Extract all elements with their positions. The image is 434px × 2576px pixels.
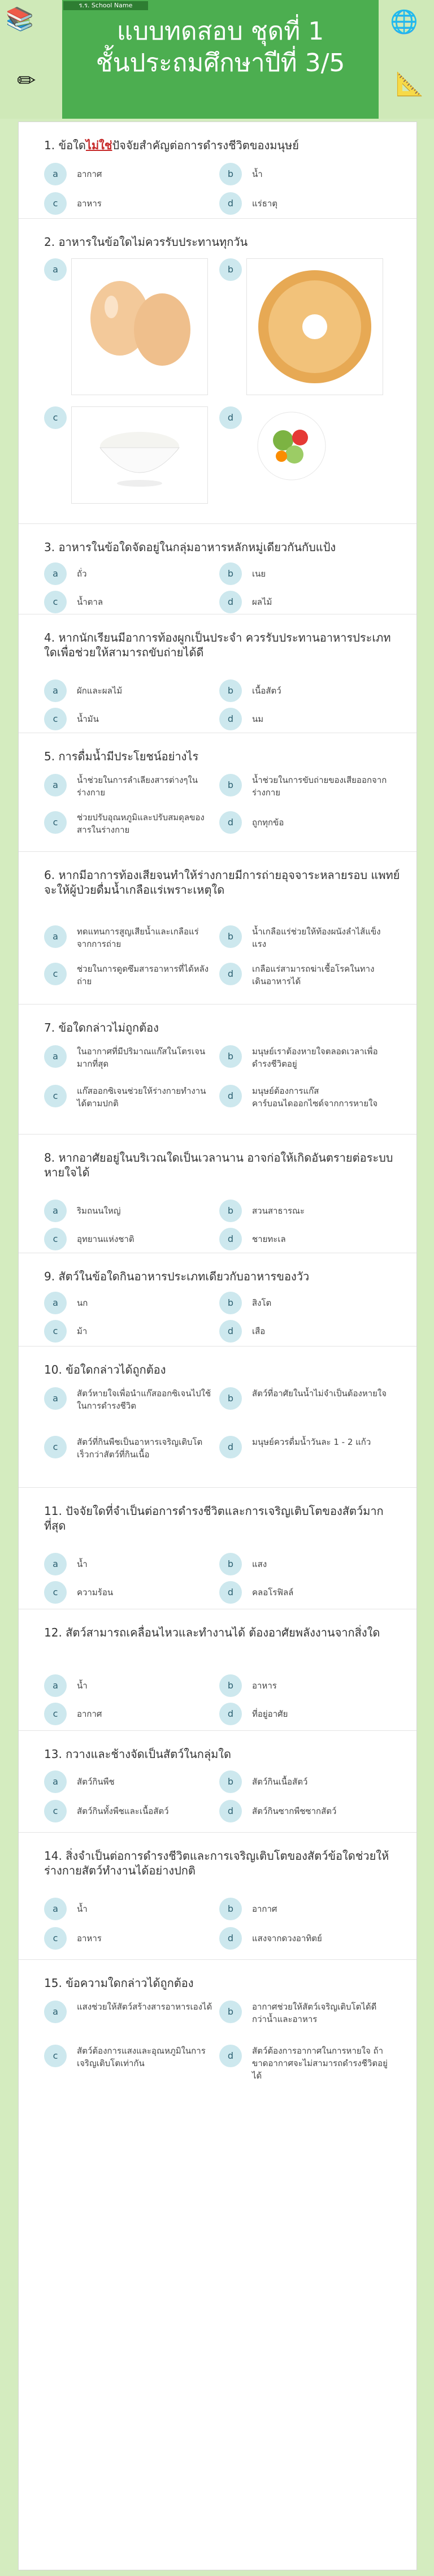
page-title (68, 16, 373, 79)
option-text: อาหาร (77, 1933, 102, 1943)
title-line-2: ชั้นประถมศึกษาปีที่ 3/5 (96, 49, 345, 77)
option-badge: b (219, 163, 242, 185)
question-8 (19, 1134, 416, 1253)
question-suffix: ปัจจัยสำคัญต่อการดำรงชีวิตของมนุษย์ (112, 138, 300, 152)
option-text: อาหาร (252, 1681, 277, 1691)
question-9 (19, 1253, 416, 1347)
question-text: 5. การดื่มน้ำมีประโยชน์อย่างไร (44, 750, 199, 763)
option-text: เสือ (252, 1326, 266, 1336)
option-text: ม้า (77, 1326, 88, 1336)
question-7 (19, 1004, 416, 1135)
option-badge: a (44, 2001, 67, 2023)
negation-word: ไม่ใช่ (85, 138, 112, 152)
option-text: สัตว์กินซากพืชซากสัตว์ (252, 1806, 337, 1816)
option-text: สัตว์กินพืช (77, 1777, 115, 1787)
question-4 (19, 614, 416, 733)
option-c[interactable] (44, 406, 214, 508)
option-badge: c (44, 1800, 67, 1822)
question-15 (19, 1959, 416, 2107)
option-text: สวนสาธารณะ (252, 1206, 305, 1216)
option-text: ช่วยปรับอุณหภูมิและปรับสมดุลของสารในร่างกาย (77, 812, 205, 835)
option-badge: c (44, 192, 67, 215)
option-text: ริมถนนใหญ่ (77, 1206, 121, 1216)
option-badge: a (44, 1200, 67, 1222)
option-text: มนุษย์ควรดื่มน้ำวันละ 1 - 2 แก้ว (252, 1437, 371, 1447)
rice-image (71, 406, 208, 504)
question-text: 7. ข้อใดกล่าวไม่ถูกต้อง (44, 1021, 159, 1034)
option-text: น้ำตาล (77, 597, 103, 607)
option-text: คลอโรฟิลล์ (252, 1587, 294, 1597)
option-text: น้ำ (77, 1681, 88, 1691)
option-badge: b (219, 1898, 242, 1920)
question-prefix: 1. ข้อใด (44, 138, 86, 152)
option-text: นก (77, 1298, 88, 1308)
option-text: สัตว์หายใจเพื่อนำแก๊สออกซิเจนไปใช้ในการดำรงชีวิต (77, 1388, 211, 1411)
option-badge: a (44, 1553, 67, 1575)
option-badge: b (219, 258, 242, 281)
option-badge: a (44, 1770, 67, 1793)
option-badge: d (219, 1085, 242, 1107)
question-6 (19, 851, 416, 1005)
question-text (44, 138, 400, 153)
option-text: สิงโต (252, 1298, 272, 1308)
option-text: น้ำ (77, 1559, 88, 1569)
option-badge: d (219, 406, 242, 429)
option-badge: b (219, 562, 242, 585)
option-text: ถูกทุกข้อ (252, 817, 284, 828)
option-badge: d (219, 1800, 242, 1822)
option-badge: c (44, 811, 67, 834)
title-line-1: แบบทดสอบ ชุดที่ 1 (116, 17, 324, 46)
option-badge: d (219, 2045, 242, 2067)
option-text: น้ำ (252, 169, 263, 179)
option-text: แสงจากดวงอาทิตย์ (252, 1933, 322, 1943)
question-1 (19, 122, 416, 218)
option-badge: c (44, 708, 67, 730)
option-badge: c (44, 591, 67, 613)
option-text: สัตว์กินทั้งพืชและเนื้อสัตว์ (77, 1806, 169, 1816)
option-badge: b (219, 1292, 242, 1314)
option-text: น้ำเกลือแร่ช่วยให้ท้องผนังลำไส้แข็งแรง (252, 927, 381, 949)
option-text: สัตว์ที่อาศัยในน้ำไม่จำเป็นต้องหายใจ (252, 1388, 387, 1399)
option-text: น้ำช่วยในการขับถ่ายของเสียออกจากร่างกาย (252, 775, 387, 798)
option-text: ผลไม้ (252, 597, 272, 607)
option-badge: d (219, 811, 242, 834)
option-badge: d (219, 1703, 242, 1725)
option-text: สัตว์กินเนื้อสัตว์ (252, 1777, 308, 1787)
question-11 (19, 1487, 416, 1609)
option-badge: b (219, 1674, 242, 1697)
option-text: แสง (252, 1559, 267, 1569)
option-badge: d (219, 1581, 242, 1604)
option-badge: c (44, 1436, 67, 1458)
option-text: แร่ธาตุ (252, 198, 278, 209)
question-14 (19, 1832, 416, 1960)
option-badge: d (219, 1320, 242, 1343)
question-text: 11. ปัจจัยใดที่จำเป็นต่อการดำรงชีวิตและการเจริญเติบโตของสัตว์มากที่สุด (44, 1504, 384, 1532)
option-text: ในอากาศที่มีปริมาณแก๊สในโตรเจนมากที่สุด (77, 1046, 206, 1069)
option-text: อากาศ (77, 169, 102, 179)
option-badge: c (44, 1927, 67, 1950)
ruler-icon: 📐 (396, 71, 424, 97)
option-badge: c (44, 406, 67, 429)
option-text: สัตว์ต้องการแสงและอุณหภูมิในการเจริญเติบโตเท่ากัน (77, 2046, 206, 2068)
option-badge: c (44, 1581, 67, 1604)
question-text: 8. หากอาศัยอยู่ในบริเวณใดเป็นเวลานาน อาจก่อให้เกิดอันตรายต่อระบบหายใจได้ (44, 1151, 393, 1179)
quiz-sheet (18, 122, 417, 2570)
option-text: มนุษย์เราต้องหายใจตลอดเวลาเพื่อดำรงชีวิตอยู่ (252, 1046, 378, 1069)
option-badge: b (219, 1770, 242, 1793)
option-badge: a (44, 258, 67, 281)
option-text: มนุษย์ต้องการแก๊สคาร์บอนไดออกไซด์จากการหายใจ (252, 1086, 378, 1109)
option-text: สัตว์ที่กินพืชเป็นอาหารเจริญเติบโตเร็วกว่าสัตว์ที่กินเนื้อ (77, 1437, 203, 1460)
option-badge: a (44, 774, 67, 796)
option-badge: b (219, 774, 242, 796)
option-badge: c (44, 963, 67, 985)
option-text: แสงช่วยให้สัตว์สร้างสารอาหารเองได้ (77, 2002, 212, 2012)
pencil-icon: ✏ (17, 68, 36, 94)
option-badge: d (219, 192, 242, 215)
globe-icon: 🌐 (390, 9, 418, 35)
salad-image (252, 406, 331, 486)
option-text: ทดแทนการสูญเสียน้ำและเกลือแร่จากการถ่าย (77, 927, 199, 949)
option-text: น้ำ (77, 1904, 88, 1914)
option-badge: d (219, 1436, 242, 1458)
option-badge: a (44, 562, 67, 585)
option-badge: a (44, 1674, 67, 1697)
option-text: อากาศ (252, 1904, 277, 1914)
option-text: ที่อยู่อาศัย (252, 1709, 288, 1719)
option-text: อากาศช่วยให้สัตว์เจริญเติบโตได้ดีกว่าน้ำและอาหาร (252, 2002, 377, 2024)
option-text: นม (252, 714, 264, 724)
option-text: ชายทะเล (252, 1234, 286, 1244)
option-text: เนื้อสัตว์ (252, 686, 281, 696)
option-text: อาหาร (77, 198, 102, 209)
option-text: ความร้อน (77, 1587, 114, 1597)
question-5 (19, 733, 416, 852)
option-a[interactable] (44, 258, 214, 394)
question-2 (19, 218, 416, 524)
option-badge: b (219, 1200, 242, 1222)
option-badge: d (219, 1927, 242, 1950)
book-icon: 📚 (6, 6, 34, 32)
option-badge: a (44, 1045, 67, 1068)
question-text: 14. สิ่งจำเป็นต่อการดำรงชีวิตและการเจริญเติบโตของสัตว์ข้อใดช่วยให้ร่างกายสัตว์ทำงานได้อย่างปกติ (44, 1849, 389, 1877)
option-text: น้ำมัน (77, 714, 99, 724)
option-badge: c (44, 1228, 67, 1250)
question-text: 9. สัตว์ในข้อใดกินอาหารประเภทเดียวกับอาหารของวัว (44, 1270, 310, 1283)
question-3 (19, 523, 416, 614)
option-text: เกลือแร่สามารถฆ่าเชื้อโรคในทางเดินอาหารได้ (252, 964, 375, 986)
option-badge: b (219, 2001, 242, 2023)
option-badge: a (44, 1387, 67, 1410)
question-text: 10. ข้อใดกล่าวได้ถูกต้อง (44, 1363, 166, 1376)
question-text: 15. ข้อความใดกล่าวได้ถูกต้อง (44, 1976, 194, 1990)
option-badge: a (44, 1292, 67, 1314)
option-badge: b (219, 1045, 242, 1068)
question-text: 6. หากมีอาการท้องเสียจนทำให้ร่างกายมีการถ่ายอุจจาระหลายรอบ แพทย์จะให้ผู้ป่วยดื่มน้ำเกลือแร่เพราะเหตุใด (44, 868, 400, 897)
option-text: เนย (252, 569, 266, 579)
option-text: อุทยานแห่งชาติ (77, 1234, 134, 1244)
option-badge: c (44, 1320, 67, 1343)
option-badge: d (219, 708, 242, 730)
question-13 (19, 1730, 416, 1833)
question-text: 12. สัตว์สามารถเคลื่อนไหวและทำงานได้ ต้องอาศัยพลังงานจากสิ่งใด (44, 1626, 380, 1639)
option-text: สัตว์ต้องการอากาศในการหายใจ ถ้าขาดอากาศจะไม่สามารถดำรงชีวิตอยู่ได้ (252, 2046, 388, 2081)
option-text: น้ำช่วยในการลำเลียงสารต่างๆในร่างกาย (77, 775, 198, 798)
header-banner (0, 0, 434, 119)
question-10 (19, 1346, 416, 1488)
option-text: ผักและผลไม้ (77, 686, 123, 696)
donut-image (246, 258, 383, 395)
question-text: 2. อาหารในข้อใดไม่ควรรับประทานทุกวัน (44, 235, 248, 249)
option-badge: c (44, 1703, 67, 1725)
option-badge: b (219, 925, 242, 948)
option-b[interactable] (219, 258, 389, 394)
option-badge: a (44, 1898, 67, 1920)
option-text: ช่วยในการดูดซึมสารอาหารที่ได้หลังถ่าย (77, 964, 209, 986)
option-badge: b (219, 1387, 242, 1410)
option-text: อากาศ (77, 1709, 102, 1719)
option-badge: d (219, 963, 242, 985)
school-badge: ร.ร. School Name (63, 1, 148, 10)
option-badge: b (219, 1553, 242, 1575)
question-text: 3. อาหารในข้อใดจัดอยู่ในกลุ่มอาหารหลักหมู่เดียวกันกับแป้ง (44, 540, 336, 554)
eggs-image (71, 258, 208, 395)
option-badge: d (219, 591, 242, 613)
option-text: แก๊สออกซิเจนช่วยให้ร่างกายทำงานได้ตามปกติ (77, 1086, 206, 1109)
option-badge: a (44, 925, 67, 948)
option-badge: d (219, 1228, 242, 1250)
option-d[interactable] (219, 406, 389, 508)
option-badge: b (219, 679, 242, 702)
option-badge: c (44, 2045, 67, 2067)
option-badge: c (44, 1085, 67, 1107)
question-text: 4. หากนักเรียนมีอาการท้องผูกเป็นประจำ ควรรับประทานอาหารประเภทใดเพื่อช่วยให้สามารถขับถ่ายได้ดี (44, 631, 391, 659)
question-text: 13. กวางและช้างจัดเป็นสัตว์ในกลุ่มใด (44, 1747, 232, 1761)
option-badge: a (44, 163, 67, 185)
option-text: ถั่ว (77, 569, 87, 579)
option-badge: a (44, 679, 67, 702)
question-12 (19, 1609, 416, 1731)
